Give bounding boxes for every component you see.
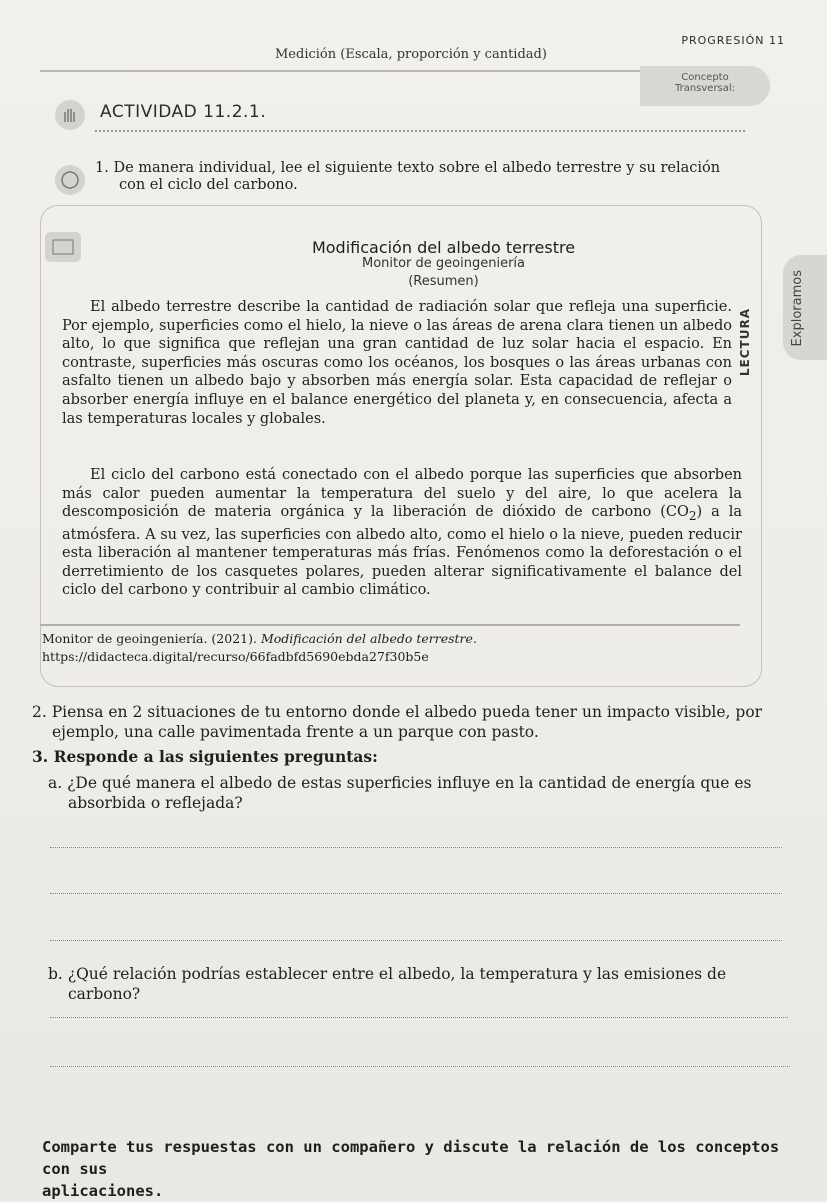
concept-heading: Medición (Escala, proporción y cantidad) xyxy=(275,47,547,62)
reading-paragraph-2a: El ciclo del carbono está conectado con el albedo porque las superficies que absorben más calor pueden aumentar la temperatura del suelo y del aire, lo que acelera la descomposición de materia orgánica y la liberación de dióxido de carbono (CO xyxy=(62,467,742,521)
source-author: Monitor de geoingeniería. (2021). xyxy=(42,631,261,646)
question-3a xyxy=(48,774,788,813)
concept-tab-line2: Transversal: xyxy=(674,83,736,94)
source-title: Modificación del albedo terrestre. xyxy=(260,631,477,646)
reading-paragraph-2 xyxy=(62,466,742,600)
answer-line-3a-3[interactable] xyxy=(50,940,782,941)
source-url: https://didacteca.digital/recurso/66fadbfd5690ebda27f30b5e xyxy=(42,649,429,664)
question-3a-line1: a. ¿De qué manera el albedo de estas superficies influye en la cantidad de energía que es xyxy=(48,774,752,792)
question-3a-line2: absorbida o reflejada? xyxy=(68,793,243,812)
concept-tab-line1: Concepto xyxy=(681,72,729,83)
cycle-icon xyxy=(55,165,85,195)
lectura-label: LECTURA xyxy=(738,308,752,377)
answer-line-3a-2[interactable] xyxy=(50,893,782,894)
question-1-line1: 1. De manera individual, lee el siguiente texto sobre el albedo terrestre y su relación xyxy=(95,160,721,176)
question-2-line1: 2. Piensa en 2 situaciones de tu entorno donde el albedo pueda tener un impacto visible, por xyxy=(32,703,763,721)
progression-label: PROGRESIÓN 11 xyxy=(681,34,785,47)
concept-tab xyxy=(640,66,770,106)
final-instruction-line2: aplicaciones. xyxy=(42,1182,164,1200)
question-2-line2: ejemplo, una calle pavimentada frente a un parque con pasto. xyxy=(52,722,539,741)
answer-line-3a-1[interactable] xyxy=(50,847,782,848)
reading-paragraph-2b: ) a la atmósfera. A su vez, las superficies con albedo alto, como el hielo o la nieve, pueden reducir esta liberación al mantener temperaturas más frías. Fenómenos como la deforestación o el derretimiento de los casquetes polares, pueden alterar significativamente el balance del ciclo del carbono y contribuir al cambio climático. xyxy=(62,504,742,599)
answer-line-3b-1[interactable] xyxy=(50,1017,788,1018)
hand-icon xyxy=(55,100,85,130)
question-1-line2: con el ciclo del carbono. xyxy=(119,177,298,193)
section-side-tab-label: Exploramos xyxy=(790,270,805,347)
co2-subscript: 2 xyxy=(688,509,697,524)
question-1 xyxy=(95,160,755,194)
question-3b-line2: carbono? xyxy=(68,984,141,1003)
question-2 xyxy=(32,703,792,742)
reading-resumen: (Resumen) xyxy=(408,274,479,289)
question-3-title: 3. Responde a las siguientes preguntas: xyxy=(32,747,378,766)
activity-title: ACTIVIDAD 11.2.1. xyxy=(100,102,267,122)
final-instruction-line1: Comparte tus respuestas con un compañero y discute la relación de los conceptos con sus xyxy=(42,1138,780,1178)
reading-paragraph-1: El albedo terrestre describe la cantidad de radiación solar que refleja una superficie. Por ejemplo, superficies como el hielo, la nieve o las áreas de arena clara tienen un albedo alto, lo que significa que reflejan una gran cantidad de luz solar hacia el espacio. En contraste, superficies más oscuras como los océanos, los bosques o las áreas urbanas con asfalto tienen un albedo bajo y absorben más energía solar. Esta capacidad de reflejar o absorber energía influye en el balance energético del planeta y, en consecuencia, afecta a las temperaturas locales y globales. xyxy=(62,299,732,427)
source-citation xyxy=(42,630,477,666)
source-divider xyxy=(40,624,740,626)
reading-title: Modificación del albedo terrestre xyxy=(311,238,576,257)
question-3b-line1: b. ¿Qué relación podrías establecer entre el albedo, la temperatura y las emisiones de xyxy=(48,965,727,983)
question-3b xyxy=(48,965,788,1004)
final-instruction xyxy=(42,1136,802,1202)
activity-dotted-rule xyxy=(95,130,745,132)
answer-line-3b-2[interactable] xyxy=(50,1066,790,1067)
reading-subtitle: Monitor de geoingeniería xyxy=(361,256,525,271)
header-divider xyxy=(40,70,650,72)
